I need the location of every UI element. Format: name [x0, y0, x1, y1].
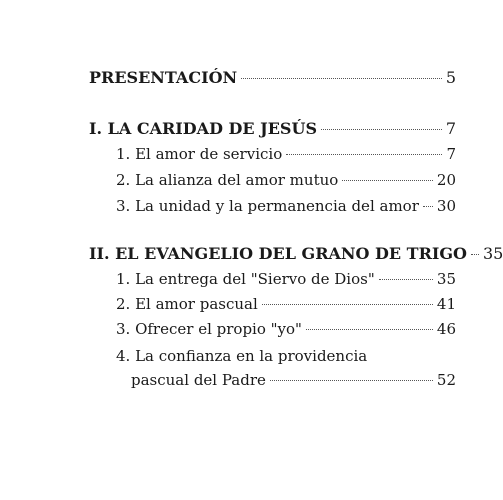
toc-item[interactable] [131, 371, 456, 395]
chapter-page: 35 [482, 244, 503, 263]
toc-item-page: 7 [446, 145, 456, 163]
toc-item[interactable] [116, 145, 456, 169]
toc-item-label-continuation: pascual del Padre [131, 371, 266, 389]
toc-item-label: 3. La unidad y la permanencia del amor [116, 197, 419, 215]
dot-leader [270, 380, 433, 381]
dot-leader [286, 154, 442, 155]
dot-leader [306, 329, 433, 330]
toc-item-label: 2. El amor pascual [116, 295, 258, 313]
chapter-page: 7 [445, 119, 456, 138]
toc-entry-label: PRESENTACIÓN [89, 68, 238, 87]
toc-item-label: 1. El amor de servicio [116, 145, 283, 163]
toc-item-page: 35 [436, 270, 456, 288]
toc-item-page: 41 [436, 295, 456, 313]
toc-item-page: 20 [436, 171, 456, 189]
dot-leader [262, 304, 433, 305]
toc-item-page: 30 [436, 197, 456, 215]
toc-chapter-2[interactable] [89, 244, 503, 268]
dot-leader [423, 206, 433, 207]
dot-leader [241, 78, 442, 79]
toc-item[interactable] [116, 197, 456, 221]
toc-item[interactable] [116, 295, 456, 319]
dot-leader [321, 129, 442, 130]
chapter-title: I. LA CARIDAD DE JESÚS [89, 119, 317, 138]
toc-entry-page: 5 [445, 68, 456, 87]
toc-item-page: 52 [436, 371, 456, 389]
toc-item[interactable] [116, 171, 456, 195]
chapter-title: II. EL EVANGELIO DEL GRANO DE TRIGO [89, 244, 467, 263]
dot-leader [342, 180, 433, 181]
dot-leader [379, 279, 433, 280]
toc-item-page: 46 [436, 320, 456, 338]
dot-leader [471, 254, 479, 255]
toc-item-label: 1. La entrega del "Siervo de Dios" [116, 270, 375, 288]
toc-item-label: 2. La alianza del amor mutuo [116, 171, 339, 189]
toc-item[interactable] [116, 270, 456, 294]
toc-chapter-1[interactable] [89, 119, 456, 143]
toc-entry-presentacion[interactable] [89, 68, 456, 92]
toc-item-label: 4. La confianza en la providencia [116, 347, 368, 365]
toc-item-label: 3. Ofrecer el propio "yo" [116, 320, 302, 338]
toc-item[interactable] [116, 320, 456, 344]
